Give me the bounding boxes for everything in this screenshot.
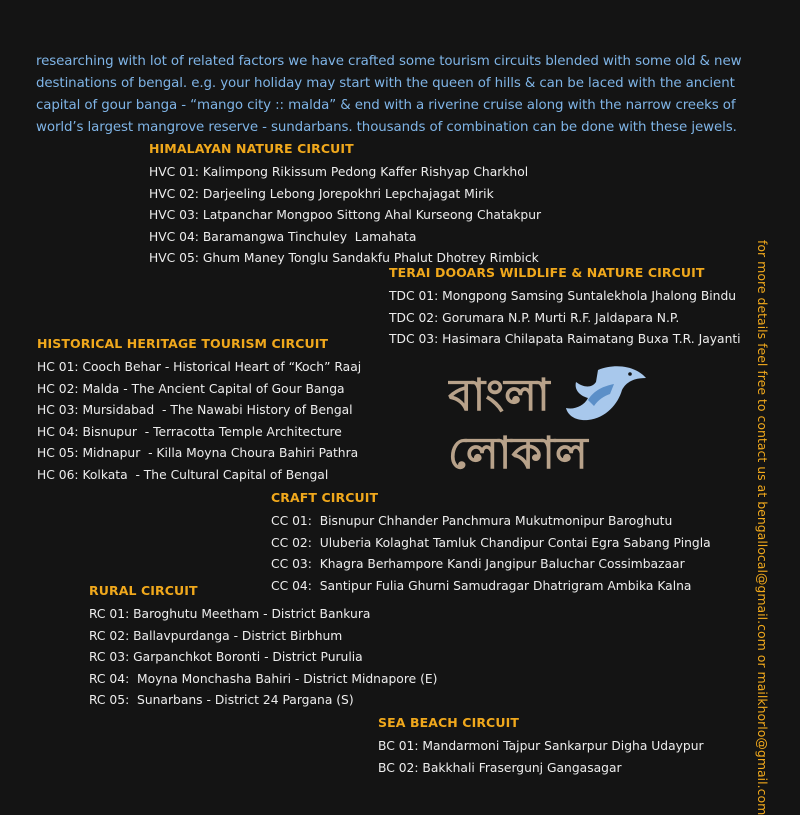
circuit-item: RC 01: Baroghutu Meetham - District Bankura (89, 607, 371, 621)
circuit-item: HC 03: Mursidabad - The Nawabi History of Bengal (37, 403, 353, 417)
rural-circuit (89, 583, 437, 712)
circuit-item: RC 04: Moyna Monchasha Bahiri - District Midnapore (E) (89, 671, 438, 686)
circuit-item: CC 01: Bisnupur Chhander Panchmura Mukutmonipur Baroghutu (271, 514, 673, 528)
circuit-title: TERAI DOOARS WILDLIFE & NATURE CIRCUIT (389, 265, 705, 280)
intro-paragraph: researching with lot of related factors we have crafted some tourism circuits blended with some old & new destinations of bengal. e.g. your holiday may start with the queen of hills & can be laced with the ancient capital of gour banga - “mango city :: malda” & end with a riverine cruise along with the narrow creeks of world’s largest mangrove reserve - sundarbans. thousands of combination can be done with these jewels. (36, 54, 742, 136)
circuit-item: BC 02: Bakkhali Frasergunj Gangasagar (378, 760, 622, 775)
circuit-title: SEA BEACH CIRCUIT (378, 715, 519, 730)
contact-text: for more details feel free to contact us at bengallocal@gmail.com or mailkhorlo@gmail.com (755, 240, 770, 815)
circuit-item: HC 05: Midnapur - Killa Moyna Choura Bahiri Pathra (37, 446, 359, 460)
himalayan-nature-circuit (149, 141, 541, 270)
circuit-item: HVC 04: Baramangwa Tinchuley Lamahata (149, 229, 417, 244)
circuit-title: HISTORICAL HERITAGE TOURISM CIRCUIT (37, 336, 329, 351)
circuit-item: HVC 01: Kalimpong Rikissum Pedong Kaffer Rishyap Charkhol (149, 165, 529, 179)
circuit-item: HC 02: Malda - The Ancient Capital of Gour Banga (37, 381, 345, 396)
logo-line-2: লোকাল (448, 428, 588, 479)
circuit-item: HVC 03: Latpanchar Mongpoo Sittong Ahal Kurseong Chatakpur (149, 208, 542, 222)
contact-side-note (755, 240, 786, 815)
circuit-item: TDC 02: Gorumara N.P. Murti R.F. Jaldapara N.P. (389, 310, 680, 325)
logo-graphic (448, 360, 648, 480)
circuit-item: CC 03: Khagra Berhampore Kandi Jangipur Baluchar Cossimbazaar (271, 557, 685, 571)
circuit-item: TDC 03: Hasimara Chilapata Raimatang Buxa T.R. Jayanti (389, 332, 741, 346)
circuit-item: HC 06: Kolkata - The Cultural Capital of Bengal (37, 467, 329, 482)
circuit-item: HC 04: Bisnupur - Terracotta Temple Architecture (37, 424, 342, 439)
circuit-item: RC 02: Ballavpurdanga - District Birbhum (89, 628, 343, 643)
circuit-item: HC 01: Cooch Behar - Historical Heart of “Koch” Raaj (37, 360, 362, 374)
circuit-item: HVC 05: Ghum Maney Tonglu Sandakfu Phalut Dhotrey Rimbick (149, 251, 539, 265)
circuit-item: HVC 02: Darjeeling Lebong Jorepokhri Lepchajagat Mirik (149, 186, 494, 201)
craft-circuit (271, 490, 711, 597)
circuit-item: RC 05: Sunarbans - District 24 Pargana (S) (89, 693, 354, 707)
circuit-item: BC 01: Mandarmoni Tajpur Sankarpur Digha Udaypur (378, 739, 704, 753)
bird-icon (566, 366, 646, 420)
circuit-title: RURAL CIRCUIT (89, 583, 198, 598)
circuit-item: RC 03: Garpanchkot Boronti - District Purulia (89, 650, 363, 664)
historical-heritage-circuit (37, 336, 361, 486)
circuit-item: TDC 01: Mongpong Samsing Suntalekhola Jhalong Bindu (389, 289, 737, 303)
logo-line-1: বাংলা (448, 370, 550, 421)
bangla-local-logo (448, 360, 648, 480)
circuit-item: CC 02: Uluberia Kolaghat Tamluk Chandipur Contai Egra Sabang Pingla (271, 535, 711, 550)
sea-beach-circuit (378, 715, 704, 779)
circuit-title: CRAFT CIRCUIT (271, 490, 379, 505)
circuit-title: HIMALAYAN NATURE CIRCUIT (149, 141, 354, 156)
terai-dooars-circuit (389, 265, 741, 351)
circuit-item: CC 04: Santipur Fulia Ghurni Samudragar Dhatrigram Ambika Kalna (271, 578, 692, 593)
